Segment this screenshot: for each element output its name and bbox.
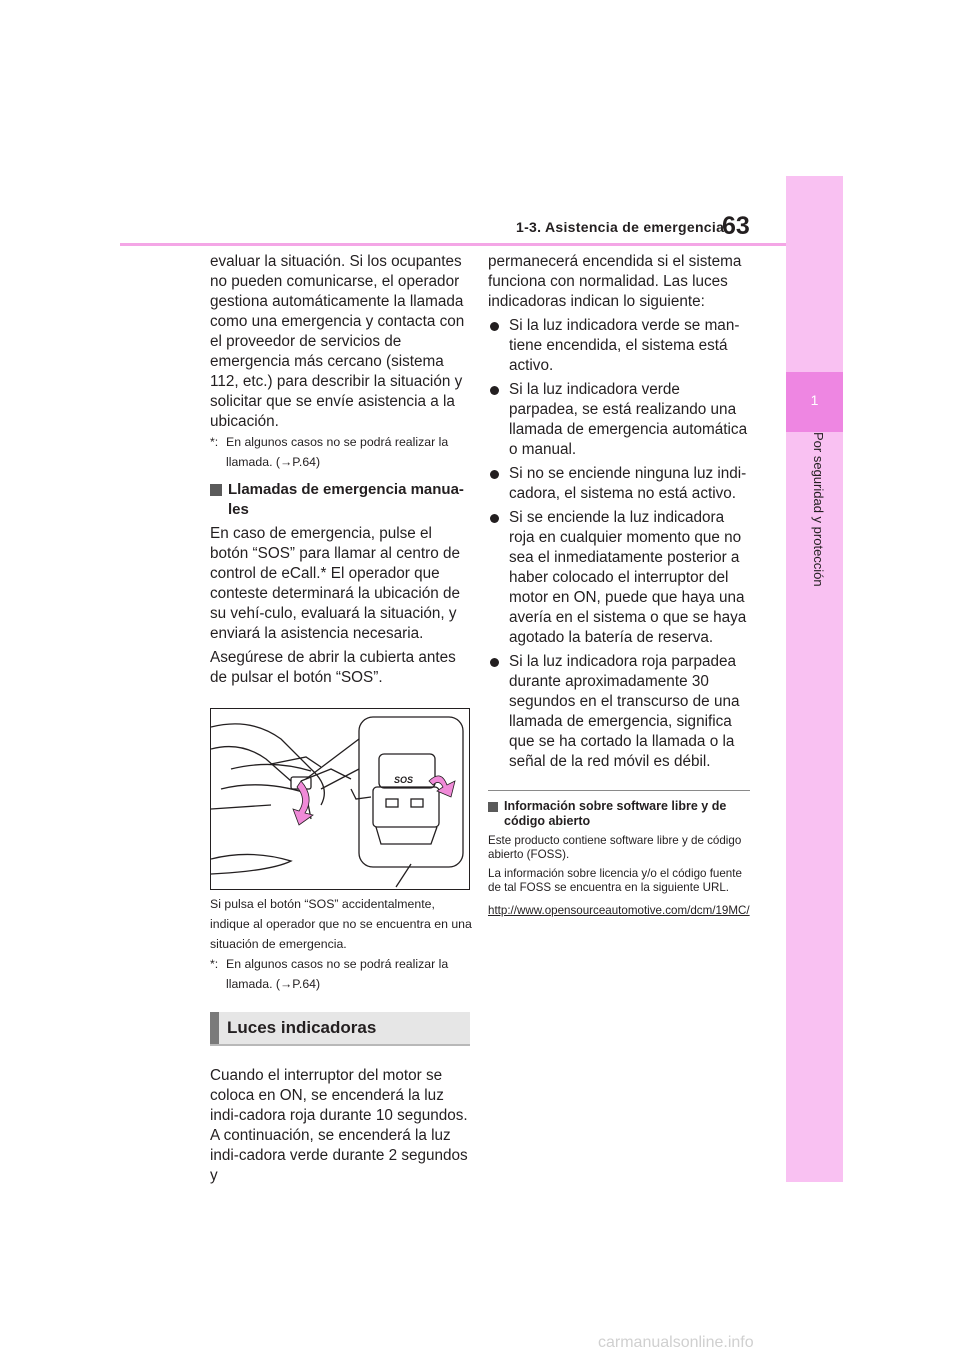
header-rule — [120, 243, 786, 246]
bullet-dot-icon — [490, 470, 499, 479]
section-heading-bar — [210, 1012, 219, 1044]
foss-heading-text: Información sobre software libre y de código abierto — [504, 799, 727, 828]
manual-calls-paragraph: En caso de emergencia, pulse el botón “SOS” para llamar al centro de control de eCall.* El operador que conteste determinará la ubicación de su vehí-culo, evaluará la situación, y enviará la asistencia necesaria. — [210, 525, 461, 642]
section-title: 1-3. Asistencia de emergencia — [516, 219, 725, 235]
square-bullet-icon — [210, 484, 222, 496]
section-heading-box — [210, 1012, 470, 1046]
sos-button-illustration — [210, 708, 470, 890]
list-item — [488, 464, 750, 504]
list-item — [488, 380, 750, 460]
bullet-dot-icon — [490, 322, 499, 331]
divider — [488, 790, 750, 791]
right-column — [488, 252, 750, 918]
figure-caption: Si pulsa el botón “SOS” accidentalmente, indique al operador que no se encuentra en una situación de emergencia. — [210, 897, 472, 951]
bullet-dot-icon — [490, 514, 499, 523]
bullet-dot-icon — [490, 658, 499, 667]
open-cover-paragraph: Asegúrese de abrir la cubierta antes de pulsar el botón “SOS”. — [210, 649, 456, 686]
bullet-dot-icon — [490, 386, 499, 395]
press-arrow-icon — [293, 781, 313, 825]
list-item — [488, 316, 750, 376]
sos-button-label: SOS — [394, 775, 414, 785]
indicator-lights-paragraph: Cuando el interruptor del motor se coloca en ON, se encenderá la luz indi-cadora roja durante 10 segundos. A continuación, se encenderá la luz indi-cadora verde durante 2 segundos y — [210, 1067, 468, 1184]
foss-paragraph: Este producto contiene software libre y de código abierto (FOSS). — [488, 834, 742, 861]
section-heading: Luces indicadoras — [227, 1018, 377, 1037]
square-bullet-icon — [488, 802, 498, 812]
foss-link[interactable]: http://www.opensourceautomotive.com/dcm/19MC/ — [488, 904, 750, 917]
chapter-number: 1 — [810, 392, 819, 408]
list-item — [488, 652, 750, 772]
manual-calls-heading-text: Llamadas de emergencia manua-les — [228, 481, 464, 518]
footnote — [210, 954, 472, 994]
watermark: carmanualsonline.info — [598, 1334, 754, 1351]
foss-paragraph: La información sobre licencia y/o el código fuente de tal FOSS se encuentra en la siguiente URL. — [488, 867, 742, 894]
footnote-text: En algunos casos no se podrá realizar la llamada. (→P.64) — [226, 957, 449, 991]
footnote-mark: *: — [210, 435, 219, 449]
foss-heading — [488, 799, 750, 829]
list-item-text: Si la luz indicadora roja parpadea durante aproximadamente 30 segundos en el transcurso de una llamada de emergencia, significa que se ha cortado la llamada o la señal de la red móvil es débil. — [509, 653, 740, 770]
page-number: 63 — [722, 212, 750, 240]
list-item-text: Si no se enciende ninguna luz indi-cadora, el sistema no está activo. — [509, 465, 747, 502]
continuation-paragraph: permanecerá encendida si el sistema funciona con normalidad. Las luces indicadoras indican lo siguiente: — [488, 253, 742, 310]
list-item-text: Si se enciende la luz indicadora roja en cualquier momento que no sea el inmediatamente posterior a haber colocado el interruptor del motor en ON, puede que haya una avería en el sistema o que se haya agotado la batería de reserva. — [509, 509, 747, 646]
intro-paragraph: evaluar la situación. Si los ocupantes no pueden comunicarse, el operador gestiona automáticamente la llamada como una emergencia y contacta con el proveedor de servicios de emergencia más cercano (sistema 112, etc.) para describir la situación y solicitar que se envíe asistencia a la ubicación. — [210, 253, 465, 430]
chapter-label: Por seguridad y protección — [811, 432, 826, 587]
list-item-text: Si la luz indicadora verde se man-tiene encendida, el sistema está activo. — [509, 317, 740, 374]
footnote-mark: *: — [210, 957, 219, 971]
footnote — [210, 432, 472, 472]
list-item — [488, 508, 750, 648]
left-column — [210, 252, 472, 1186]
list-item-text: Si la luz indicadora verde parpadea, se está realizando una llamada de emergencia automática o manual. — [509, 381, 748, 458]
footnote-text: En algunos casos no se podrá realizar la llamada. (→P.64) — [226, 435, 449, 469]
overhead-console-drawing — [211, 709, 469, 889]
manual-calls-heading — [210, 480, 472, 520]
